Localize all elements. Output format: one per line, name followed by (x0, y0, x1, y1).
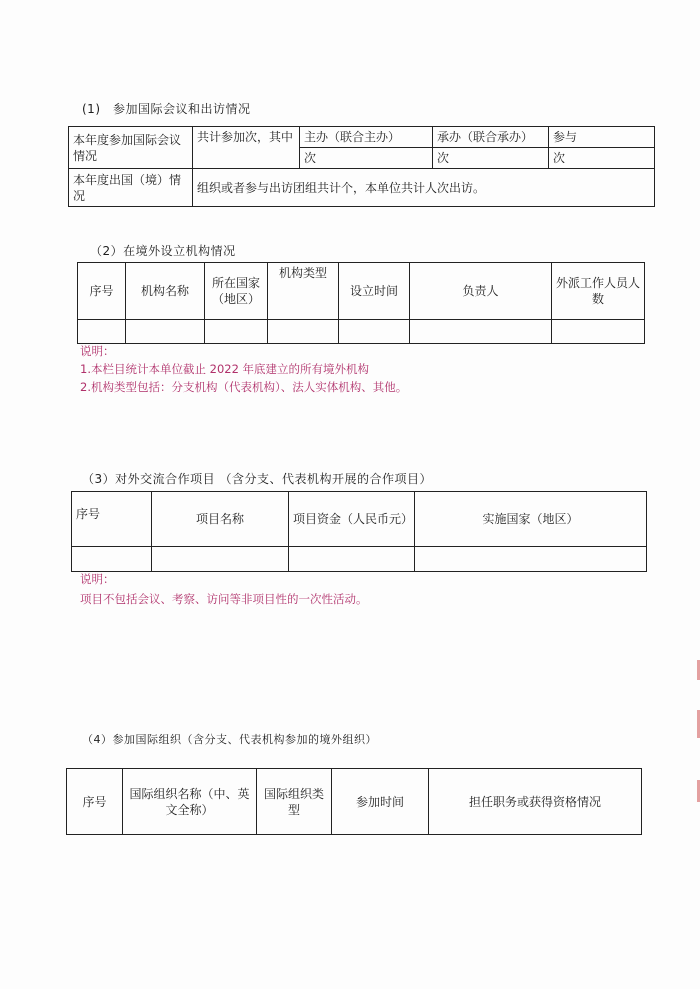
section3-title: （3）对外交流合作项目 （含分支、代表机构开展的合作项目） (82, 472, 432, 486)
col-project-name: 项目名称 (152, 492, 289, 547)
col-organization-name: 国际组织名称（中、英文全称） (123, 769, 257, 835)
col-institution-name: 机构名称 (126, 263, 205, 320)
participate-count: 次 (549, 148, 655, 169)
outbound-text: 组织或者参与出访团组共计个，本单位共计人次出访。 (193, 169, 655, 207)
col-implementing-country: 实施国家（地区） (415, 492, 647, 547)
undertake-header: 承办（联合承办） (433, 127, 549, 148)
section2-title: （2）在境外设立机构情况 (90, 244, 236, 258)
host-header: 主办（联合主办） (300, 127, 433, 148)
col-organization-type: 国际组织类型 (257, 769, 332, 835)
outbound-row-label: 本年度出国（境）情况 (69, 169, 193, 207)
meetings-row-label: 本年度参加国际会议情况 (69, 127, 193, 169)
col-index: 序号 (72, 492, 152, 547)
cooperation-projects-table (71, 491, 647, 572)
col-project-funds: 项目资金（人民币元） (289, 492, 415, 547)
section4-title: （4）参加国际组织（含分支、代表机构参加的境外组织） (82, 733, 377, 746)
overseas-institutions-table (77, 262, 645, 344)
participate-header: 参与 (549, 127, 655, 148)
meetings-total: 共计参加次，其中 (193, 127, 300, 169)
col-index: 序号 (67, 769, 123, 835)
international-meetings-table (68, 126, 655, 207)
col-established: 设立时间 (339, 263, 410, 320)
col-index: 序号 (78, 263, 126, 320)
section1-title: (1) 参加国际会议和出访情况 (82, 102, 251, 116)
col-person-in-charge: 负责人 (410, 263, 552, 320)
col-join-time: 参加时间 (332, 769, 429, 835)
col-expat-staff: 外派工作人员人数 (552, 263, 645, 320)
col-country: 所在国家（地区） (205, 263, 268, 320)
undertake-count: 次 (433, 148, 549, 169)
table-row (78, 320, 645, 344)
col-institution-type: 机构类型 (268, 263, 339, 320)
table-row (72, 547, 647, 572)
section2-note-1: 1.本栏目统计本单位截止 2022 年底建立的所有境外机构 (80, 362, 370, 376)
section3-note-label: 说明： (80, 572, 115, 586)
col-position: 担任职务或获得资格情况 (429, 769, 642, 835)
section2-note-label: 说明： (80, 344, 115, 358)
host-count: 次 (300, 148, 433, 169)
section3-note: 项目不包括会议、考察、访问等非项目性的一次性活动。 (80, 592, 368, 606)
section2-note-2: 2.机构类型包括：分支机构（代表机构）、法人实体机构、其他。 (80, 380, 408, 394)
international-organizations-table (66, 768, 642, 835)
